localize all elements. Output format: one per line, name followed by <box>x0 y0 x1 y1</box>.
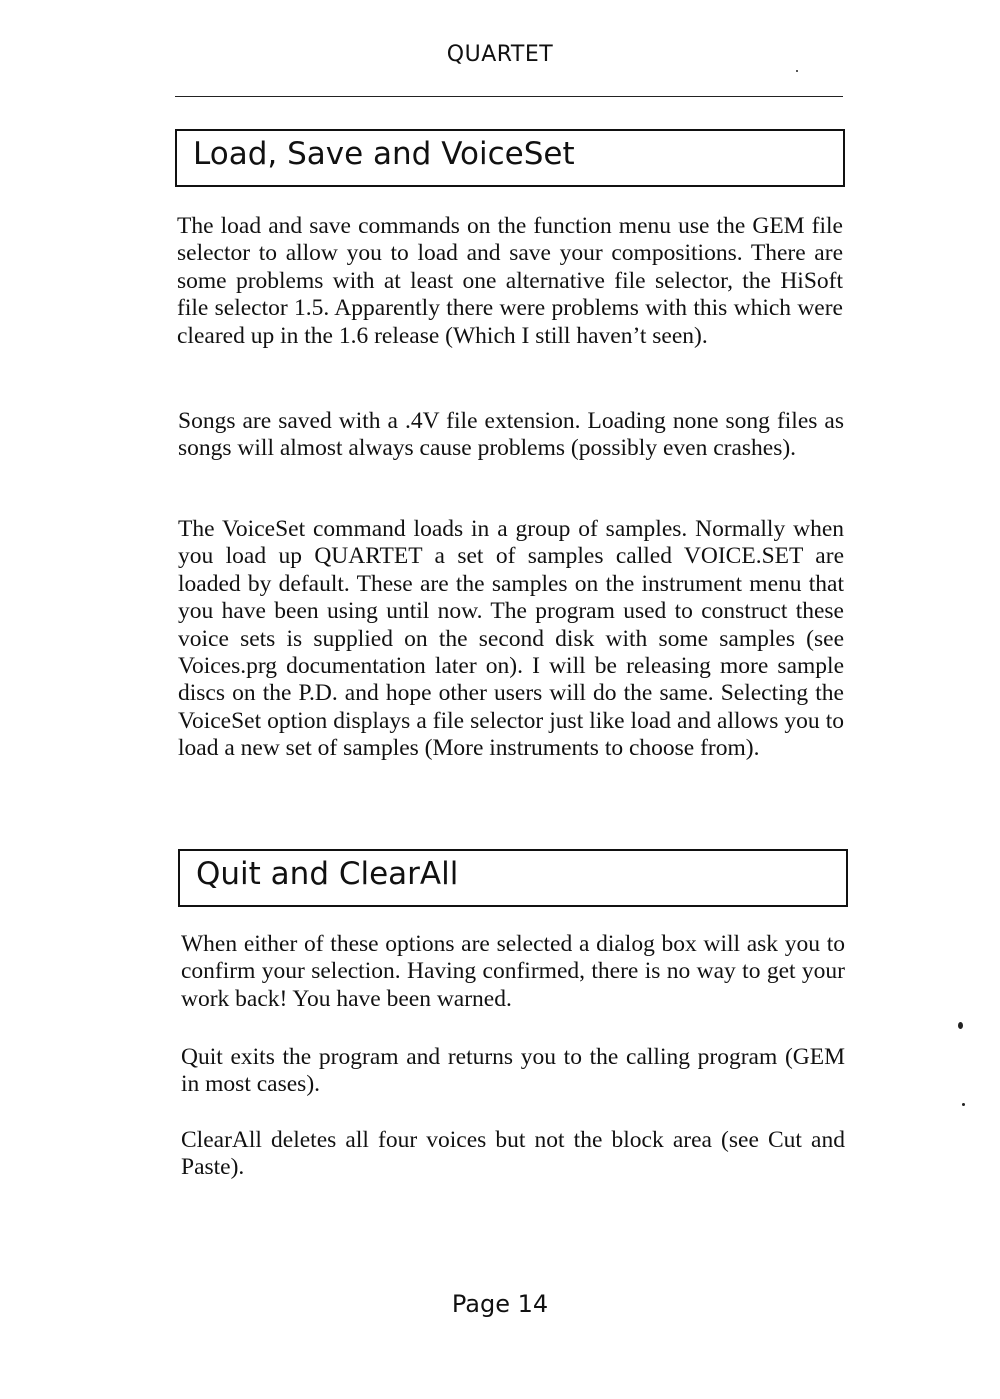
page-number: Page 14 <box>451 1290 549 1318</box>
header-rule <box>175 96 843 97</box>
scan-speck <box>962 1103 965 1106</box>
paragraph: ClearAll deletes all four voices but not the block area (see Cut and Paste). <box>181 1127 845 1181</box>
paragraph: The load and save commands on the function menu use the GEM file selector to allow you to load and save your compositions. There are some problems with at least one alternative file selector, the HiSoft file selector 1.5. Apparently there were problems with this which were cleared up in the 1.6 release (Which I still haven’t seen). <box>177 213 843 349</box>
section-heading-quit-clearall <box>178 849 848 907</box>
paragraph: Quit exits the program and returns you to the calling program (GEM in most cases). <box>181 1044 845 1098</box>
scan-speck <box>796 70 798 72</box>
paragraph: Songs are saved with a .4V file extension. Loading none song files as songs will almost always cause problems (possibly even crashes). <box>178 408 844 462</box>
scan-speck <box>958 1022 963 1029</box>
section-heading-text: Quit and ClearAll <box>196 856 459 892</box>
paragraph: When either of these options are selected a dialog box will ask you to confirm your selection. Having confirmed, there is no way to get your work back! You have been warned. <box>181 931 845 1012</box>
paragraph: The VoiceSet command loads in a group of samples. Normally when you load up QUARTET a set of samples called VOICE.SET are loaded by default. These are the samples on the instrument menu that you have been using until now. The program used to construct these voice sets is supplied on the second disk with some samples (see Voices.prg documentation later on). I will be releasing more sample discs on the P.D. and hope other users will do the same. Selecting the VoiceSet option displays a file selector just like load and allows you to load a new set of samples (More instruments to choose from). <box>178 516 844 762</box>
section-heading-text: Load, Save and VoiceSet <box>193 136 575 172</box>
section-heading-load-save-voiceset <box>175 129 845 187</box>
running-title: QUARTET <box>446 42 554 67</box>
